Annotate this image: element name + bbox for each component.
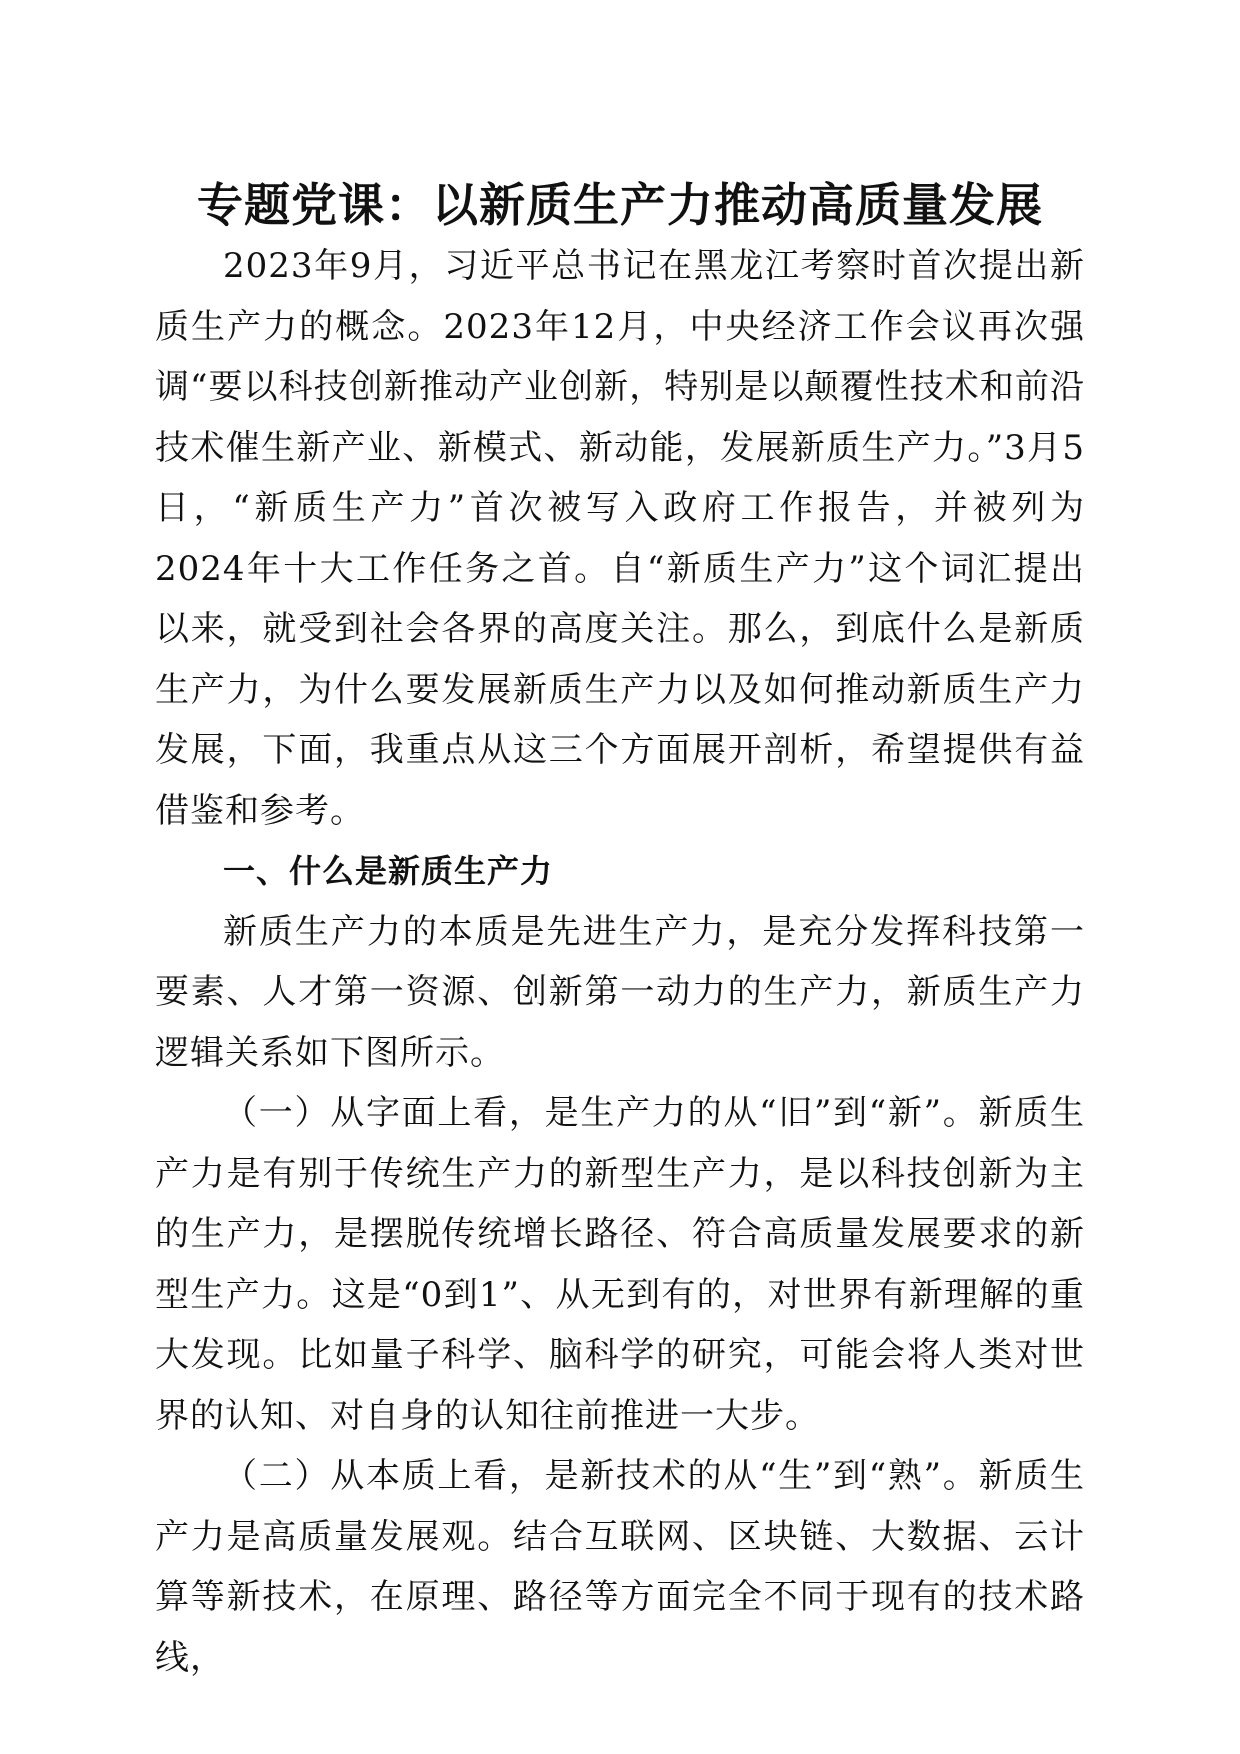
subsection-paragraph-1: （一）从字面上看，是生产力的从“旧”到“新”。新质生产力是有别于传统生产力的新型生产力，是以科技创新为主的生产力，是摆脱传统增长路径、符合高质量发展要求的新型生产力。这是“0到1”、从无到有的，对世界有新理解的重大发现。比如量子科学、脑科学的研究，可能会将人类对世界的认知、对自身的认知往前推进一大步。 [155,1093,1085,1436]
subsection-paragraph-2: （二）从本质上看，是新技术的从“生”到“熟”。新质生产力是高质量发展观。结合互联网、区块链、大数据、云计算等新技术，在原理、路径等方面完全不同于现有的技术路线， [155,1456,1085,1678]
intro-paragraph: 2023年9月，习近平总书记在黑龙江考察时首次提出新质生产力的概念。2023年12月，中央经济工作会议再次强调“要以科技创新推动产业创新，特别是以颠覆性技术和前沿技术催生新产业、新模式、新动能，发展新质生产力。”3月5日，“新质生产力”首次被写入政府工作报告，并被列为2024年十大工作任务之首。自“新质生产力”这个词汇提出以来，就受到社会各界的高度关注。那么，到底什么是新质生产力，为什么要发展新质生产力以及如何推动新质生产力发展，下面，我重点从这三个方面展开剖析，希望提供有益借鉴和参考。 [155,246,1085,831]
document-title: 专题党课：以新质生产力推动高质量发展 [197,178,1043,232]
document-body [155,236,1085,1688]
section-heading: 一、什么是新质生产力 [223,852,554,890]
definition-paragraph: 新质生产力的本质是先进生产力，是充分发挥科技第一要素、人才第一资源、创新第一动力的生产力，新质生产力逻辑关系如下图所示。 [155,911,1085,1073]
